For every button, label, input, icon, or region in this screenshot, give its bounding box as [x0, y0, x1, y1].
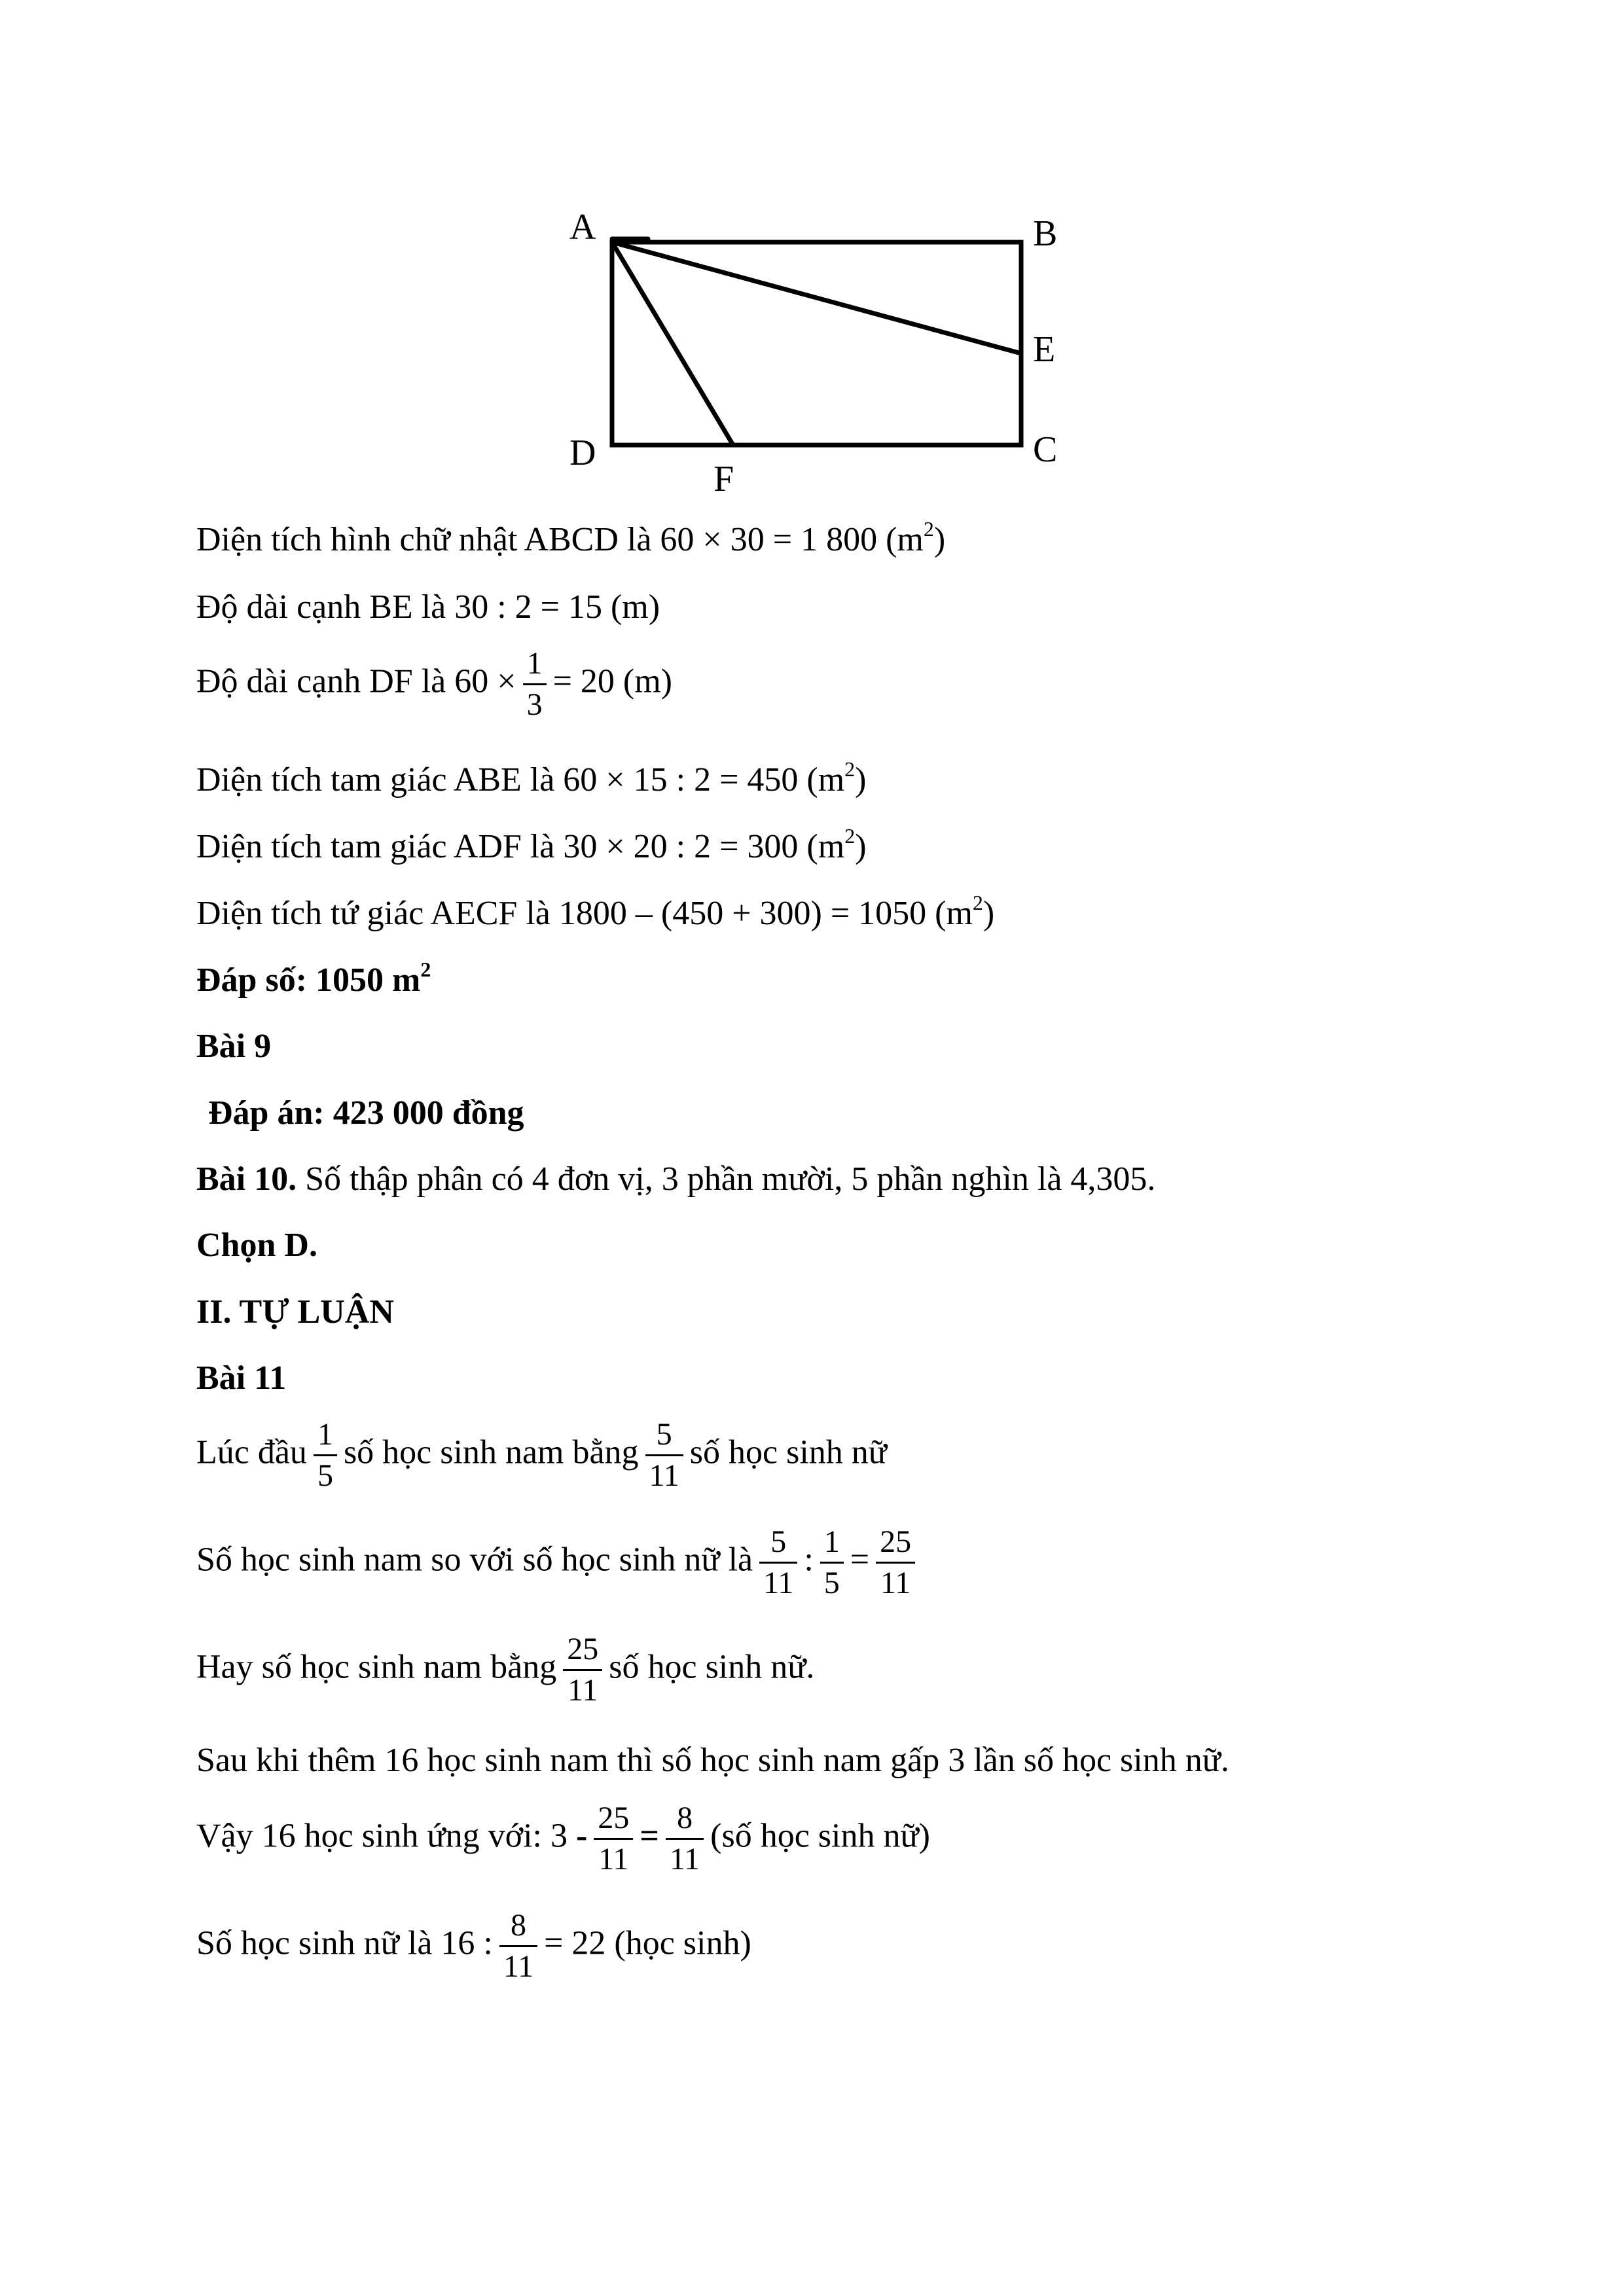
fraction: [759, 1526, 797, 1599]
exercise-10-line: [196, 1160, 1155, 1199]
text: (số học sinh nữ): [710, 1817, 930, 1855]
fraction: [666, 1803, 704, 1875]
text: số học sinh nam bằng: [343, 1433, 639, 1471]
label-d: D: [569, 433, 596, 473]
numerator: 1: [314, 1419, 337, 1456]
answer-line: [196, 958, 431, 1000]
text: Chọn D.: [196, 1227, 317, 1264]
text: Lúc đầu: [196, 1433, 307, 1471]
text: ): [855, 828, 867, 865]
numerator: 25: [563, 1634, 602, 1671]
text: Bài 9: [196, 1028, 272, 1065]
denominator: 11: [649, 1458, 679, 1493]
be-length-line: [196, 588, 660, 627]
denominator: 11: [503, 1949, 534, 1984]
segment-ae: [612, 242, 1021, 353]
fraction: [314, 1419, 337, 1492]
text: Đáp án: 423 000 đồng: [208, 1094, 524, 1132]
text: = 22 (học sinh): [544, 1924, 751, 1962]
denominator: 5: [317, 1458, 333, 1493]
female-count-line: [196, 1910, 751, 1982]
label-e: E: [1033, 329, 1056, 370]
superscript: 2: [844, 757, 856, 781]
operator: -: [575, 1817, 588, 1855]
denominator: 11: [880, 1566, 911, 1600]
operator: =: [850, 1541, 870, 1579]
exercise-9-answer: [208, 1094, 524, 1133]
exercise-9-heading: [196, 1027, 271, 1066]
aecf-area-line: [196, 891, 995, 933]
numerator: 8: [499, 1910, 537, 1947]
fraction-one-third: [523, 648, 547, 721]
text: Sau khi thêm 16 học sinh nam thì số học sinh nam gấp 3 lần số học sinh nữ.: [196, 1742, 1229, 1779]
fraction: [820, 1526, 844, 1599]
abe-area-line: [196, 757, 867, 800]
denominator: 11: [598, 1842, 629, 1876]
label-b: B: [1033, 213, 1058, 254]
label-f: F: [713, 459, 734, 497]
superscript: 2: [420, 958, 431, 981]
text: Số học sinh nữ là 16 :: [196, 1924, 493, 1962]
rectangle-area-line: [196, 517, 946, 560]
numerator: 5: [759, 1526, 797, 1564]
text: số học sinh nữ.: [609, 1648, 815, 1686]
text: Độ dài cạnh BE là 30 : 2 = 15 (m): [196, 588, 660, 626]
fraction: [499, 1910, 537, 1982]
label-a: A: [569, 209, 596, 247]
denominator: 3: [526, 687, 543, 722]
numerator: 5: [645, 1419, 683, 1456]
sixteen-students-line: [196, 1803, 930, 1875]
text: Diện tích tứ giác AECF là 1800 – (450 + 300) = 1050 (m: [196, 895, 973, 932]
superscript: 2: [923, 517, 934, 541]
fraction: [876, 1526, 915, 1599]
segment-af: [612, 242, 733, 445]
numerator: 25: [594, 1803, 633, 1840]
text: Số thập phân có 4 đơn vị, 3 phần mười, 5 phần nghìn là 4,305.: [297, 1160, 1156, 1198]
text: II. TỰ LUẬN: [196, 1293, 394, 1331]
text: Diện tích tam giác ABE là 60 × 15 : 2 = 450 (m: [196, 761, 845, 798]
text: = 20 (m): [552, 662, 672, 700]
adf-area-line: [196, 824, 867, 867]
fraction: [645, 1419, 683, 1492]
text: Diện tích hình chữ nhật ABCD là 60 × 30 = 1 800 (m: [196, 521, 924, 558]
denominator: 11: [669, 1842, 700, 1876]
exercise-11-heading: [196, 1359, 286, 1398]
text: Diện tích tam giác ADF là 30 × 20 : 2 = 300 (m: [196, 828, 845, 865]
initial-ratio-line: [196, 1419, 887, 1492]
text: ): [855, 761, 867, 798]
numerator: 1: [820, 1526, 844, 1564]
text: Đáp số: 1050 m: [196, 961, 421, 999]
rectangle-figure: [563, 209, 1087, 497]
denominator: 11: [568, 1673, 598, 1708]
superscript: 2: [844, 824, 856, 848]
after-adding-line: [196, 1741, 1229, 1780]
superscript: 2: [972, 891, 983, 914]
text: Số học sinh nam so với số học sinh nữ là: [196, 1541, 753, 1579]
text: Độ dài cạnh DF là 60 ×: [196, 662, 516, 700]
text: ): [933, 521, 946, 558]
text: ): [983, 895, 995, 932]
section-heading: [196, 1293, 394, 1332]
numerator: 1: [523, 648, 547, 685]
text: Bài 10.: [196, 1160, 297, 1198]
fraction: [594, 1803, 633, 1875]
denominator: 11: [763, 1566, 794, 1600]
denominator: 5: [823, 1566, 840, 1600]
text: Hay số học sinh nam bằng: [196, 1648, 557, 1686]
operator: =: [640, 1817, 659, 1855]
numerator: 25: [876, 1526, 915, 1564]
df-length-line: [196, 648, 672, 721]
fraction: [563, 1634, 602, 1706]
text: Vậy 16 học sinh ứng với: 3: [196, 1817, 568, 1855]
ratio-compare-line: [196, 1526, 922, 1599]
numerator: 8: [666, 1803, 704, 1840]
text: Bài 11: [196, 1359, 287, 1397]
text: số học sinh nữ: [689, 1433, 887, 1471]
label-c: C: [1033, 429, 1058, 470]
restate-ratio-line: [196, 1634, 814, 1706]
choice-line: [196, 1226, 317, 1265]
operator: :: [804, 1541, 814, 1579]
